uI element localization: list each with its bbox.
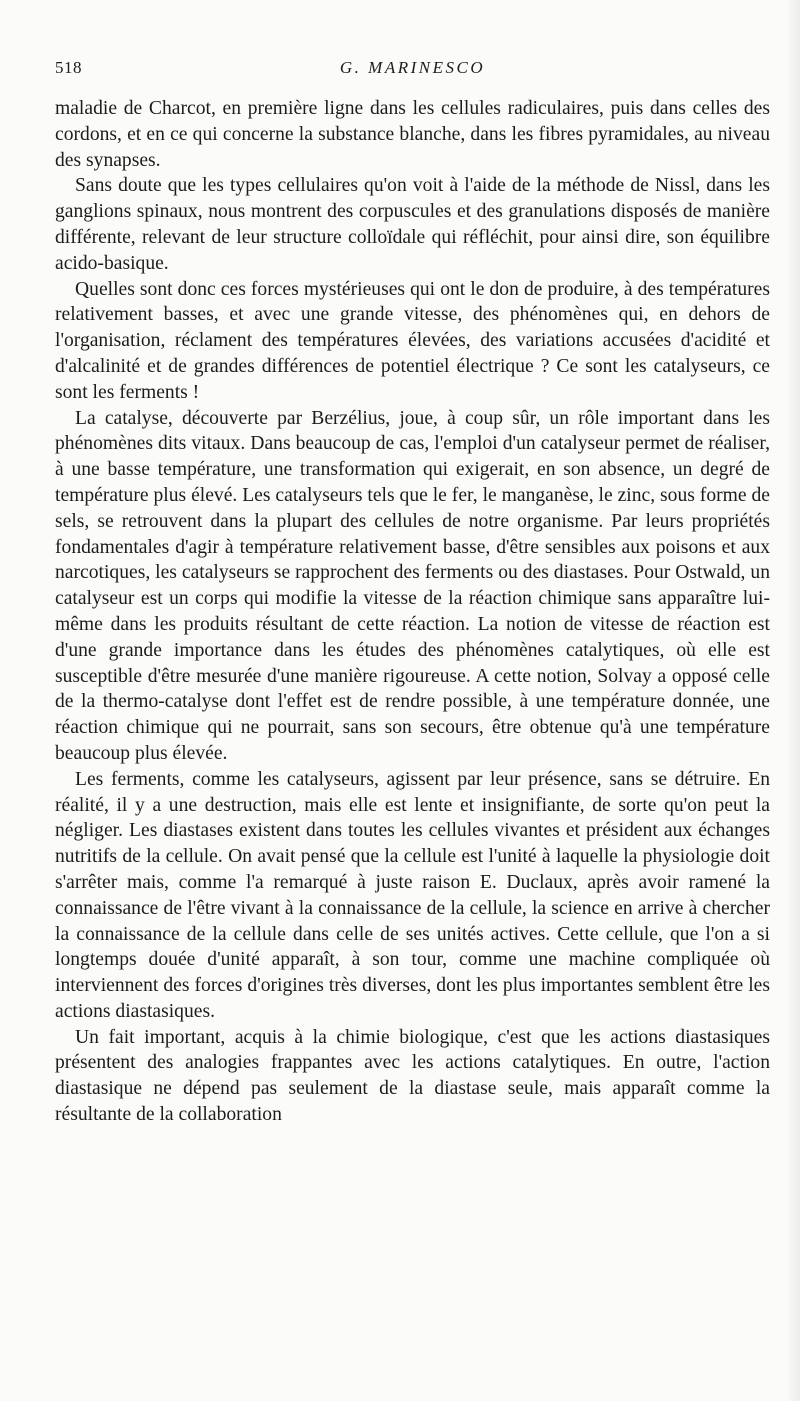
page-edge-shadow [786,0,800,1401]
paragraph: Quelles sont donc ces forces mystérieuses qui ont le don de produire, à des températures relativement basses, et avec une grande vitesse, des phénomènes qui, en dehors de l'organisation, réclament des températures élevées, des variations accusées d'acidité et d'alcalinité et de grandes différences de potentiel électrique ? Ce sont les catalyseurs, ce sont les ferments ! [55,278,770,403]
paragraph: Les ferments, comme les catalyseurs, agissent par leur présence, sans se détruire. En réalité, il y a une destruction, mais elle est lente et insignifiante, de sorte qu'on peut la négliger. Les diastases existent dans toutes les cellules vivantes et président aux échanges nutritifs de la cellule. On avait pensé que la cellule est l'unité à laquelle la physiologie doit s'arrêter mais, comme l'a remarqué à juste raison E. Duclaux, après avoir ramené la connaissance de l'être vivant à la connaissance de la cellule, la science en arrive à chercher la connaissance de la cellule dans celle de ses unités actives. Cette cellule, que l'on a si longtemps douée d'unité apparaît, à son tour, comme une machine compliquée où interviennent des forces d'origines très diverses, dont les plus importantes semblent être les actions diastasiques. [55,768,770,1022]
running-head: G. MARINESCO [339,58,486,77]
body-text [55,96,770,1128]
page-header [55,58,770,84]
paragraph: Sans doute que les types cellulaires qu'on voit à l'aide de la méthode de Nissl, dans les ganglions spinaux, nous montrent des corpuscules et des granulations disposés de manière différente, relevant de leur structure colloïdale qui réfléchit, pour ainsi dire, son équilibre acido-basique. [55,175,770,274]
paragraph: La catalyse, découverte par Berzélius, joue, à coup sûr, un rôle important dans les phénomènes dits vitaux. Dans beaucoup de cas, l'emploi d'un catalyseur permet de réaliser, à une basse température, une transformation qui exigerait, en son absence, un degré de température plus élevé. Les catalyseurs tels que le fer, le manganèse, le zinc, sous forme de sels, se retrouvent dans la plupart des cellules de notre organisme. Par leurs propriétés fondamentales d'agir à température relativement basse, d'être sensibles aux poisons et aux narcotiques, les catalyseurs se rapprochent des ferments ou des diastases. Pour Ostwald, un catalyseur est un corps qui modifie la vitesse de la réaction chimique sans apparaître lui-même dans les produits résultant de cette réaction. La notion de vitesse de réaction est d'une grande importance dans les études des phénomènes catalytiques, où elle est susceptible d'être mesurée d'une manière rigoureuse. A cette notion, Solvay a opposé celle de la thermo-catalyse dont l'effet est de rendre possible, à une température donnée, une réaction chimique qui ne pourrait, sans son secours, être obtenue qu'à une température beaucoup plus élevée. [55,407,770,764]
paragraph: Un fait important, acquis à la chimie biologique, c'est que les actions diastasiques présentent des analogies frappantes avec les actions catalytiques. En outre, l'action diastasique ne dépend pas seulement de la diastase seule, mais apparaît comme la résultante de la collaboration [55,1026,770,1126]
page-number: 518 [55,58,82,77]
paragraph: maladie de Charcot, en première ligne dans les cellules radiculaires, puis dans celles des cordons, et en ce qui concerne la substance blanche, dans les fibres pyramidales, au niveau des synapses. [55,98,770,171]
